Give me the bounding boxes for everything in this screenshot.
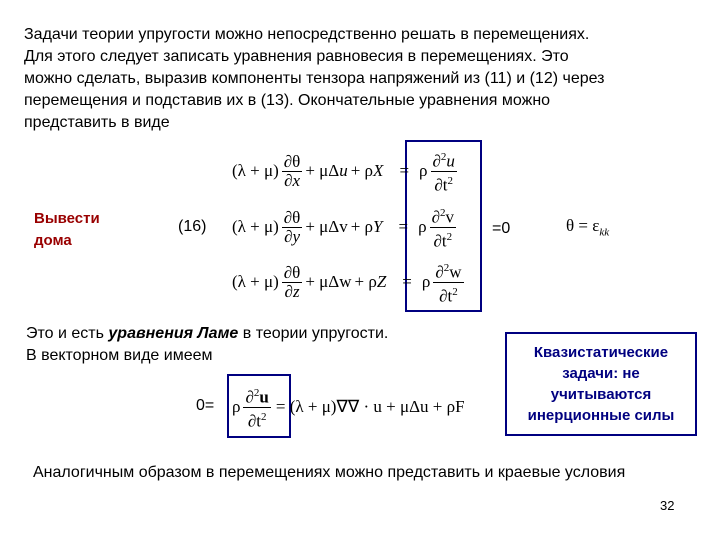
- quasistatic-note-box: [505, 332, 697, 436]
- laplacian-term: + μΔu: [305, 161, 348, 181]
- equation-number: (16): [178, 218, 207, 235]
- lambda-mu: (λ + μ): [232, 161, 279, 181]
- rho-symbol: ρ: [232, 397, 241, 417]
- intro-line: можно сделать, выразив компоненты тензора напряжений из (11) и (12) через: [24, 70, 605, 87]
- equation-row-x: [232, 148, 460, 194]
- theta-derivative-denominator: ∂z: [284, 281, 300, 301]
- rho-symbol: ρ: [421, 272, 431, 292]
- intro-line: Задачи теории упругости можно непосредственно решать в перемещениях.: [24, 26, 590, 43]
- lame-term: уравнения Ламе: [108, 325, 239, 342]
- lambda-mu: (λ + μ): [232, 272, 279, 292]
- equation-row-y: [232, 204, 459, 250]
- theta-derivative: [282, 264, 303, 301]
- lame-paragraph: [26, 323, 388, 367]
- theta-derivative-numerator: ∂θ: [283, 151, 301, 171]
- equals-sign: =: [402, 272, 412, 292]
- boundary-conditions-text: Аналогичным образом в перемещениях можно представить и краевые условия: [33, 464, 626, 481]
- theta-definition: $\theta = \varepsilon_{kk}$: [566, 216, 610, 239]
- theta-derivative-denominator: ∂x: [284, 170, 301, 190]
- vector-acceleration: $\frac{\partial^2u}{\partial t^2}$: [243, 384, 270, 430]
- intro-line: Для этого следует записать уравнения равновесия в перемещениях. Это: [24, 48, 569, 65]
- equation-row-z: [232, 259, 467, 305]
- equals-sign: =: [398, 217, 409, 237]
- body-force-term: + ρZ: [354, 272, 387, 292]
- body-force-term: + ρY: [350, 217, 383, 237]
- body-force-term: + ρX: [350, 161, 384, 181]
- laplacian-term: + μΔv: [305, 217, 348, 237]
- theta-derivative-denominator: ∂y: [284, 226, 301, 246]
- quasistatic-line: задачи: не: [562, 365, 640, 382]
- homework-line-1: Вывести: [34, 210, 100, 227]
- laplacian-term: + μΔw: [305, 272, 352, 292]
- page-number: 32: [660, 498, 675, 513]
- rho-symbol: ρ: [419, 161, 428, 181]
- vector-zero-label: 0=: [196, 397, 215, 414]
- zero-inertia-label: =0: [492, 220, 511, 237]
- vector-equation: [232, 384, 465, 430]
- rho-symbol: ρ: [418, 217, 427, 237]
- lambda-mu: (λ + μ): [232, 217, 279, 237]
- acceleration-term: $\frac{\partial^2u}{\partial t^2}$: [431, 148, 457, 194]
- intro-line: представить в виде: [24, 114, 170, 131]
- homework-line-2: дома: [34, 232, 72, 249]
- theta-derivative: [282, 209, 303, 246]
- quasistatic-line: Квазистатические: [533, 344, 669, 361]
- theta-derivative: [282, 153, 303, 190]
- acceleration-term: $\frac{\partial^2v}{\partial t^2}$: [430, 204, 456, 250]
- theta-derivative-numerator: ∂θ: [283, 262, 301, 282]
- lame-line-2: В векторном виде имеем: [26, 347, 213, 364]
- intro-paragraph: [24, 24, 700, 134]
- quasistatic-line: учитываются: [550, 386, 652, 403]
- intro-line: перемещения и подставив их в (13). Окончательные уравнения можно: [24, 92, 551, 109]
- vector-equation-rhs: = (λ + μ)∇∇ · u + μΔu + ρF: [275, 397, 465, 417]
- theta-derivative-numerator: ∂θ: [283, 207, 301, 227]
- quasistatic-line: инерционные силы: [527, 407, 675, 424]
- homework-note: [34, 208, 100, 252]
- equals-sign: =: [399, 161, 410, 181]
- acceleration-term: $\frac{\partial^2w}{\partial t^2}$: [433, 259, 463, 305]
- lame-line-1: Это и есть уравнения Ламе в теории упругости.: [26, 325, 389, 342]
